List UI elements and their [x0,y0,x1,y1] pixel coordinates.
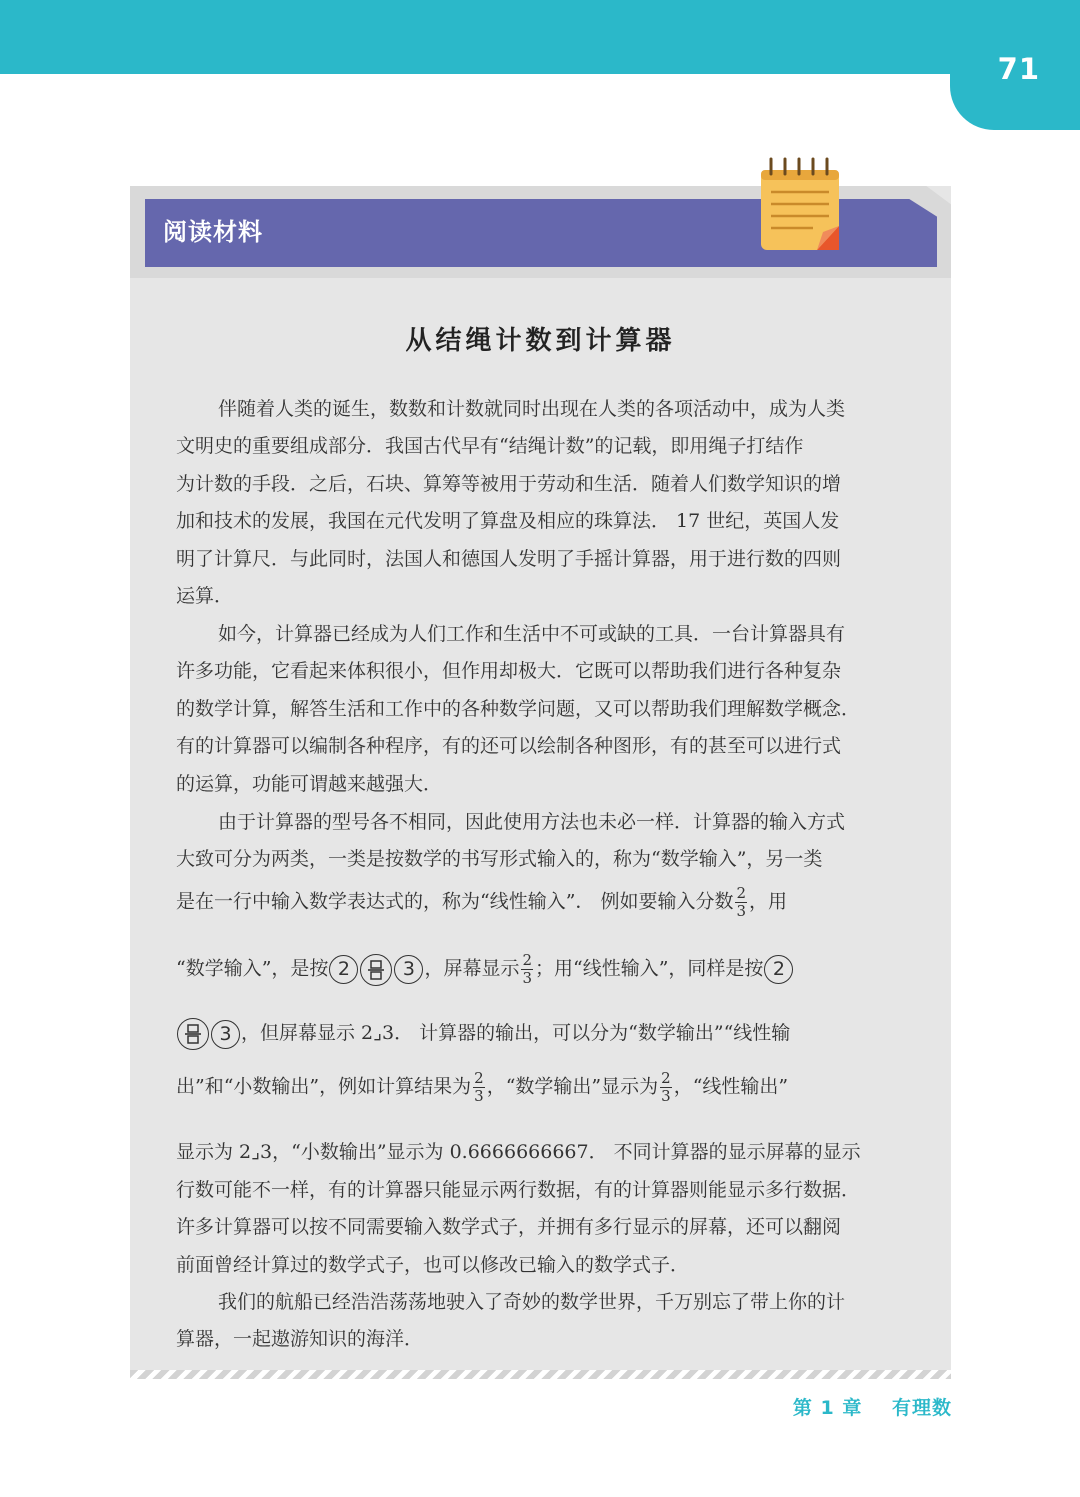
text-line-keys [176,1018,790,1050]
text-line-fraction [176,1070,788,1105]
fraction-denominator: 3 [661,1087,671,1105]
fraction-key-icon [360,954,392,986]
text-segment: ，但屏幕显示 2⌟3． 计算器的输出，可以分为“数学输出”“线性输 [241,1022,791,1044]
fraction-denominator: 3 [474,1087,484,1105]
text-line: 许多功能，它看起来体积很小，但作用却极大．它既可以帮助我们进行各种复杂 [176,660,842,682]
text-segment: ，“数学输出”显示为 [486,1075,659,1098]
fraction-numerator: 2 [474,1069,484,1087]
panel-bottom-stripe [130,1370,951,1379]
chapter-number: 第 1 章 [792,1397,863,1419]
fraction-denominator: 3 [522,969,532,987]
text-line: 的数学计算，解答生活和工作中的各种数学问题，又可以帮助我们理解数学概念． [176,698,861,720]
text-segment: 是在一行中输入数学表达式的，称为“线性输入”． 例如要输入分数 [176,890,734,913]
notepad-icon [757,156,843,252]
chapter-footer [785,1393,952,1420]
text-line: 我们的航船已经浩浩荡荡地驶入了奇妙的数学世界，千万别忘了带上你的计 [218,1291,846,1313]
text-line: 大致可分为两类，一类是按数学的书写形式输入的，称为“数学输入”，另一类 [176,848,823,870]
text-line: 许多计算器可以按不同需要输入数学式子，并拥有多行显示的屏幕，还可以翻阅 [176,1216,842,1238]
text-line: 显示为 2⌟3，“小数输出”显示为 0.6666666667． 不同计算器的显示屏幕的显示 [176,1141,861,1163]
calculator-key-2: 2 [329,955,358,984]
top-band [0,0,1080,74]
text-line: 伴随着人类的诞生，数数和计数就同时出现在人类的各项活动中，成为人类 [218,398,846,420]
text-line: 的运算，功能可谓越来越强大． [176,773,443,795]
text-line: 明了计算尺．与此同时，法国人和德国人发明了手摇计算器，用于进行数的四则 [176,548,842,570]
calculator-key-3: 3 [211,1020,240,1049]
text-segment: “数学输入”，是按 [176,957,329,980]
fraction-key-icon [177,1018,209,1050]
chapter-title: 有理数 [891,1397,952,1419]
text-segment: 出”和“小数输出”，例如计算结果为 [176,1075,472,1098]
calculator-key-2: 2 [764,955,793,984]
fraction-denominator: 3 [736,902,747,920]
text-line-fraction [176,885,787,920]
fraction-two-thirds [521,952,533,987]
fraction-numerator: 2 [522,951,532,969]
text-segment: ，“线性输出” [673,1075,789,1098]
text-line-keys [176,952,794,987]
fraction-two-thirds [660,1070,672,1105]
text-line: 行数可能不一样，有的计算器只能显示两行数据，有的计算器则能显示多行数据． [176,1179,861,1201]
text-line: 有的计算器可以编制各种程序，有的还可以绘制各种图形，有的甚至可以进行式 [176,735,842,757]
fraction-two-thirds [473,1070,485,1105]
text-line: 如今，计算器已经成为人们工作和生活中不可或缺的工具．一台计算器具有 [218,623,846,645]
text-line: 加和技术的发展，我国在元代发明了算盘及相应的珠算法． 17 世纪，英国人发 [176,510,840,532]
section-label: 阅读材料 [163,218,263,246]
text-line: 前面曾经计算过的数学式子，也可以修改已输入的数学式子． [176,1254,690,1276]
fraction-two-thirds [735,885,747,920]
text-segment: ；用“线性输入”，同样是按 [535,957,764,980]
fraction-numerator: 2 [661,1069,671,1087]
calculator-key-3: 3 [394,955,423,984]
text-line: 文明史的重要组成部分．我国古代早有“结绳计数”的记载，即用绳子打结作 [176,435,804,457]
article-title: 从结绳计数到计算器 [405,326,676,356]
text-line: 为计数的手段．之后，石块、算筹等被用于劳动和生活．随着人们数学知识的增 [176,473,842,495]
text-line: 由于计算器的型号各不相同，因此使用方法也未必一样．计算器的输入方式 [218,811,846,833]
page-number: 71 [997,52,1040,86]
text-segment: ，屏幕显示 [424,957,520,980]
text-line: 算器，一起遨游知识的海洋． [176,1328,424,1350]
text-segment: ，用 [749,890,788,913]
text-line: 运算． [176,585,234,607]
fraction-numerator: 2 [736,884,747,902]
